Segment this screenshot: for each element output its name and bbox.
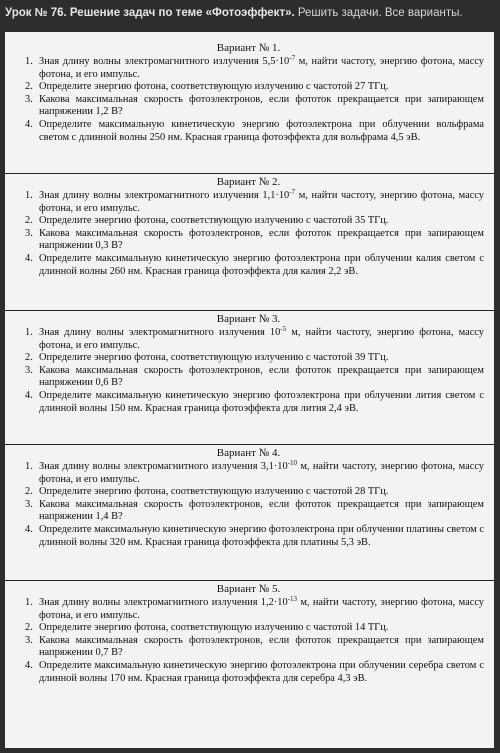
question-1: 1. Зная длину волны электромагнитного излучения $3,1\cdot 10^{-10}$ м, найти частоту, энергию фотона, массу фотона, и его импульс. <box>25 459 484 485</box>
question-1: 1. Зная длину волны электромагнитного излучения $1,1\cdot 10^{-7}$ м, найти частоту, энергию фотона, массу фотона, и его импульс. <box>25 188 484 214</box>
question-2: 2. Определите энергию фотона, соответствующую излучению с частотой 27 ТГц. <box>25 81 389 93</box>
lesson-task: Решить задачи. Все варианты. <box>297 7 463 19</box>
variant-2 <box>5 173 494 278</box>
variant-1 <box>5 40 494 144</box>
question-list <box>13 597 484 685</box>
question-2: 2. Определите энергию фотона, соответствующую излучению с частотой 14 ТГц. <box>25 622 389 634</box>
variant-title: Вариант № 3. <box>216 313 281 325</box>
lesson-title: Урок № 76. Решение задач по теме «Фотоэффект». <box>5 7 295 19</box>
variant-title: Вариант № 5. <box>216 583 281 595</box>
variant-title: Вариант № 4. <box>216 447 281 459</box>
lesson-header <box>0 0 500 26</box>
question-4: 4. Определите максимальную кинетическую энергию фотоэлектрона при облучении лития светом с длинной волны 150 нм. Красная граница фотоэффекта для лития 2,4 эВ. <box>25 389 484 414</box>
question-4: 4. Определите максимальную кинетическую энергию фотоэлектрона при облучении серебра светом с длинной волны 170 нм. Красная граница фотоэффекта для серебра 4,3 эВ. <box>25 659 484 684</box>
question-list <box>13 461 484 549</box>
question-2: 2. Определите энергию фотона, соответствующую излучению с частотой 28 ТГц. <box>25 486 389 498</box>
question-3: 3. Какова максимальная скорость фотоэлектронов, если фототок прекращается при запирающем напряжении 1,2 В? <box>25 93 484 118</box>
question-2: 2. Определите энергию фотона, соответствующую излучению с частотой 35 ТГц. <box>25 215 389 227</box>
worksheet-image <box>5 32 494 748</box>
question-3: 3. Какова максимальная скорость фотоэлектронов, если фототок прекращается при запирающем напряжении 0,3 В? <box>25 227 484 252</box>
variant-title: Вариант № 2. <box>216 176 281 188</box>
question-2: 2. Определите энергию фотона, соответствующую излучению с частотой 39 ТГц. <box>25 352 389 364</box>
question-3: 3. Какова максимальная скорость фотоэлектронов, если фототок прекращается при запирающем напряжении 0,7 В? <box>25 634 484 659</box>
variant-4 <box>5 444 494 549</box>
question-3: 3. Какова максимальная скорость фотоэлектронов, если фототок прекращается при запирающем напряжении 0,6 В? <box>25 364 484 389</box>
question-1: 1. Зная длину волны электромагнитного излучения $1,2\cdot 10^{-13}$ м, найти частоту, энергию фотона, массу фотона, и его импульс. <box>25 595 484 621</box>
question-3: 3. Какова максимальная скорость фотоэлектронов, если фототок прекращается при запирающем напряжении 1,4 В? <box>25 498 484 523</box>
variant-3 <box>5 310 494 415</box>
question-1: 1. Зная длину волны электромагнитного излучения $5,5\cdot 10^{-7}$ м, найти частоту, энергию фотона, массу фотона, и его импульс. <box>25 54 484 80</box>
variant-title: Вариант № 1. <box>216 42 281 54</box>
question-list <box>13 327 484 415</box>
question-list <box>13 56 484 144</box>
question-4: 4. Определите максимальную кинетическую энергию фотоэлектрона при облучении платины светом с длинной волны 320 нм. Красная граница фотоэффекта для платины 5,3 эВ. <box>25 523 484 548</box>
question-1: 1. Зная длину волны электромагнитного излучения $10^{-5}$ м, найти частоту, энергию фотона, массу фотона, и его импульс. <box>25 325 484 351</box>
question-4: 4. Определите максимальную кинетическую энергию фотоэлектрона при облучении калия светом с длинной волны 260 нм. Красная граница фотоэффекта для калия 2,2 эВ. <box>25 252 484 277</box>
question-4: 4. Определите максимальную кинетическую энергию фотоэлектрона при облучении вольфрама светом с длинной волны 250 нм. Красная граница фотоэффекта для вольфрама 4,5 эВ. <box>25 118 484 143</box>
variant-5 <box>5 580 494 685</box>
question-list <box>13 190 484 278</box>
